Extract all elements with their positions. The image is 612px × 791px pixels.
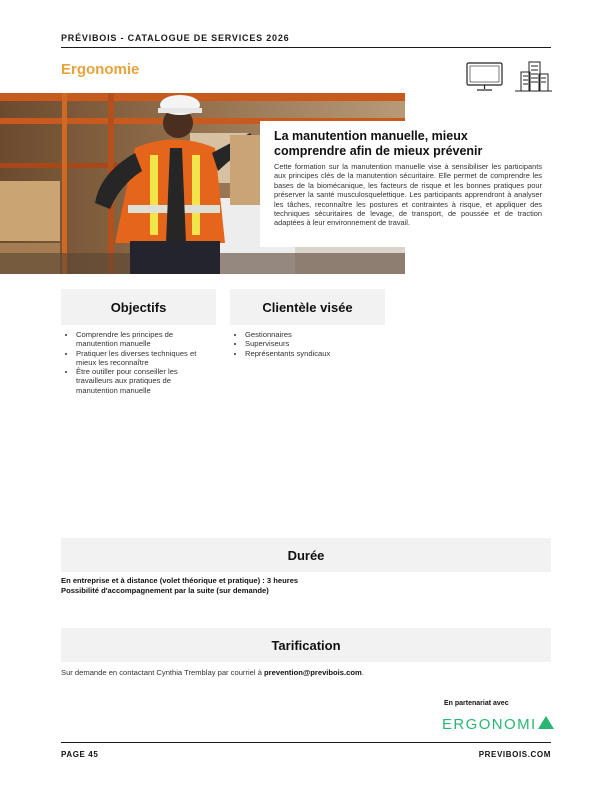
tarification-heading: Tarification xyxy=(61,628,551,662)
logo-text: ERGONOMI xyxy=(442,716,537,733)
logo-triangle-icon xyxy=(538,716,554,729)
partner-label: En partenariat avec xyxy=(444,700,509,707)
course-description: Cette formation sur la manutention manuelle vise à sensibiliser les participants aux principes clés de la manutention sécuritaire. Elle permet de comprendre les bases de la biomécanique, les facteurs de risque et les bonnes pratiques pour préserver la santé musculosquelettique. Les participants apprendront à analyser les tâches, reconnaître les postures et contraintes à risque, et appliquer des techniques sécuritaires de levage, de transport, de poussée et de traction adaptées à leur environnement de travail. xyxy=(274,162,542,228)
duree-heading: Durée xyxy=(61,538,551,572)
footer-divider xyxy=(61,742,551,743)
tarification-end: . xyxy=(361,668,364,677)
website-link[interactable]: PREVIBOIS.COM xyxy=(478,750,551,759)
city-buildings-icon xyxy=(515,62,552,91)
contact-email-link[interactable]: prevention@previbois.com xyxy=(264,668,362,677)
objectifs-list xyxy=(62,330,212,395)
header-divider xyxy=(61,47,551,48)
document-header: PRÉVIBOIS - CATALOGUE DE SERVICES 2026 xyxy=(61,33,290,43)
clientele-heading: Clientèle visée xyxy=(230,289,385,325)
list-item: • Représentants syndicaux xyxy=(245,349,381,358)
objectifs-heading: Objectifs xyxy=(61,289,216,325)
duree-line-2: Possibilité d'accompagnement par la suite (sur demande) xyxy=(61,586,269,595)
ergonomia-logo xyxy=(442,713,554,733)
tarification-text xyxy=(61,668,364,677)
computer-monitor-icon xyxy=(467,63,502,90)
page-number: PAGE 45 xyxy=(61,750,99,759)
tarification-intro: Sur demande en contactant Cynthia Tremblay par courriel à xyxy=(61,668,265,677)
section-title: Ergonomie xyxy=(61,61,140,78)
list-item: • Gestionnaires xyxy=(245,330,381,339)
list-item: • Superviseurs xyxy=(245,339,381,348)
list-item: • Être outiller pour conseiller les travailleurs aux pratiques de manutention manuelle xyxy=(76,367,212,395)
duree-line-1: En entreprise et à distance (volet théorique et pratique) : 3 heures xyxy=(61,576,299,585)
section-icons xyxy=(465,60,553,94)
list-item: • Comprendre les principes de manutention manuelle xyxy=(76,330,212,349)
clientele-list xyxy=(231,330,381,358)
intro-box xyxy=(260,121,552,247)
course-title: La manutention manuelle, mieux comprendre afin de mieux prévenir xyxy=(274,129,483,158)
list-item: • Pratiquer les diverses techniques et mieux les reconnaître xyxy=(76,349,212,368)
